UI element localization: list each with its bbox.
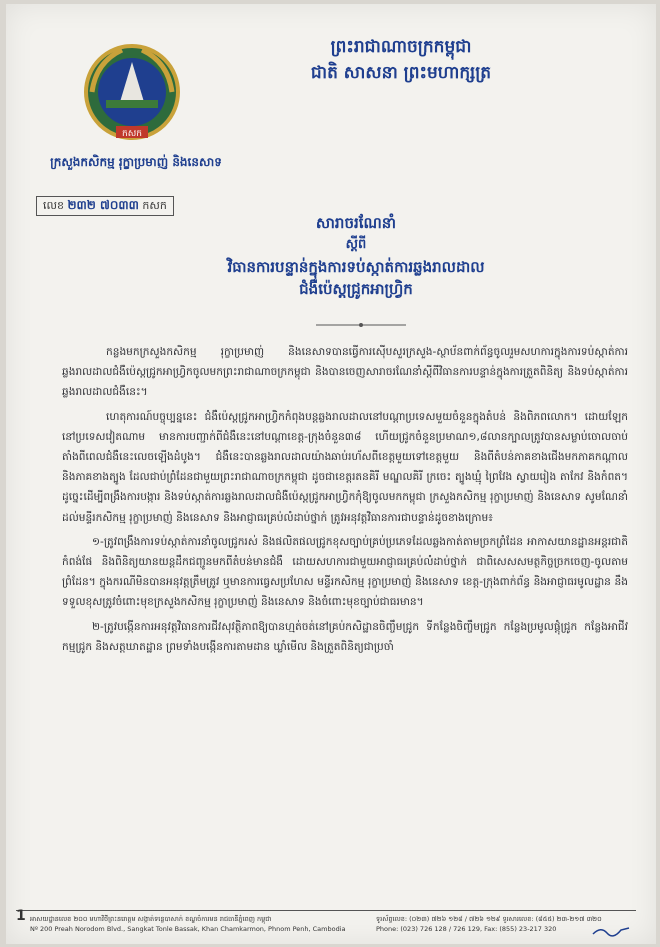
footer-address bbox=[30, 914, 350, 934]
title-divider bbox=[316, 322, 406, 328]
document-body bbox=[62, 342, 628, 661]
document-title bbox=[156, 212, 556, 300]
footer-address-km: អាសយដ្ឋានលេខ ២០០ មហាវិថីព្រះនរោត្តម សង្កាត់ទន្លេបាសាក់ ខណ្ឌចំការមន រាជធានីភ្នំពេញ កម្ពុជា bbox=[30, 915, 272, 923]
document-number-suffix: កសក bbox=[142, 199, 167, 212]
emblem-label: កសក bbox=[122, 129, 142, 139]
footer-address-en: Nº 200 Preah Norodom Blvd., Sangkat Tonle Bassak, Khan Chamkarmon, Phnom Penh, Cambodia bbox=[30, 925, 346, 933]
document-number-value: ២៣២ ៧០៣៣ bbox=[67, 198, 139, 212]
national-motto: ជាតិ សាសនា ព្រះមហាក្សត្រ bbox=[310, 63, 492, 83]
footer-phone-en: Phone: (023) 726 128 / 726 129, Fax: (855) 23-217 320 bbox=[376, 925, 557, 933]
document-page bbox=[6, 4, 656, 944]
body-paragraph-1: កន្លងមកក្រសួងកសិកម្ម រុក្ខាប្រមាញ់ និងនេសាទបានធ្វើការស៊ើបសួរក្រសួង-ស្ថាប័នពាក់ព័ន្ធចូលរួមសហការក្នុងការទប់ស្កាត់ការឆ្លងរាលដាលជំងឺប៉េស្តជ្រូកអាហ្វ្រិកចូលមកព្រះរាជាណាចក្រកម្ពុជា និងបានចេញសារាចរណែនាំស្តីពីវិធានការបន្ទាន់ក្នុងការត្រួតពិនិត្យ និងទប់ស្កាត់ការឆ្លងរាលដាលជំងឺនេះ។ bbox=[62, 346, 628, 399]
body-paragraph-2: ហេតុការណ៍បច្ចុប្បន្ននេះ ជំងឺប៉េស្តជ្រូកអាហ្វ្រិកកំពុងបន្តឆ្លងរាលដាលនៅបណ្តាប្រទេសមួយចំនួនក្នុងតំបន់ និងពិភពលោក។ ដោយឡែកនៅប្រទេសវៀតណាម មានការបញ្ជាក់ពីជំងឺនេះនៅបណ្តាខេត្ត-ក្រុងចំនួន៣៨ ហើយជ្រូកចំនួនប្រមាណ១,៨លានក្បាលត្រូវបានសម្លាប់ចោលចាប់តាំងពីពេលជំងឺនេះលេចឡើងដំបូង។ ជំងឺនេះបានឆ្លងរាលដាលយ៉ាងឆាប់រហ័សពីខេត្តមួយទៅខេត្តមួយ និងពីតំបន់ភាគខាងជើងមកភាគកណ្តាល និងភាគខាងត្បូង ដែលជាប់ព្រំដែនជាមួយព្រះរាជាណាចក្រកម្ពុជា ដូចជាខេត្តរតនគិរី មណ្ឌលគិរី ក្រចេះ ត្បូងឃ្មុំ ព្រៃវែង ស្វាយរៀង តាកែវ និងកំពត។ ដូច្នេះដើម្បីពង្រឹងការបង្ការ និងទប់ស្កាត់ការឆ្លងរាលដាលជំងឺប៉េស្តជ្រូកអាហ្វ្រិកកុំឱ្យចូលមកកម្ពុជា ក្រសួងកសិកម្ម រុក្ខាប្រមាញ់ និងនេសាទ សូមណែនាំដល់មន្ទីរកសិកម្ម រុក្ខាប្រមាញ់ និងនេសាទ និងអាជ្ញាធរគ្រប់លំដាប់ថ្នាក់ ត្រូវអនុវត្តវិធានការជាបន្ទាន់ដូចខាងក្រោម៖ bbox=[62, 410, 628, 524]
footer-contact bbox=[376, 914, 616, 934]
signature-mark-icon bbox=[591, 924, 631, 938]
title-line-4: ជំងឺប៉េស្តជ្រូកអាហ្វ្រិក bbox=[299, 280, 413, 298]
kingdom-name: ព្រះរាជាណាចក្រកម្ពុជា bbox=[330, 37, 472, 57]
body-item-1: ១-ត្រូវពង្រឹងការទប់ស្កាត់ការនាំចូលជ្រូករស់ និងផលិតផលជ្រូកខុសច្បាប់គ្រប់ប្រភេទដែលឆ្លងកាត់តាមច្រកព្រំដែន អាកាសយានដ្ឋានអន្តរជាតិ កំពង់ផែ និងពិនិត្យយានយន្តដឹកជញ្ជូនមកពីតំបន់មានជំងឺ ដោយសហការជាមួយអាជ្ញាធរគ្រប់លំដាប់ថ្នាក់ ជាពិសេសសមត្ថកិច្ចច្រកចេញ-ចូលតាមព្រំដែន។ ក្នុងករណីមិនបានអនុវត្តត្រឹមត្រូវ ឬមានការធ្វេសប្រហែស មន្ទីរកសិកម្ម រុក្ខាប្រមាញ់ និងនេសាទ ខេត្ត-ក្រុងពាក់ព័ន្ធ និងអាជ្ញាធរមូលដ្ឋាន នឹងទទួលខុសត្រូវចំពោះមុខក្រសួងកសិកម្ម រុក្ខាប្រមាញ់ និងនេសាទ និងចំពោះមុខច្បាប់ជាធរមាន។ bbox=[62, 535, 628, 609]
document-number-prefix: លេខ bbox=[43, 199, 64, 212]
ministry-emblem-icon bbox=[82, 42, 182, 148]
page-number: 1 bbox=[16, 908, 26, 924]
document-number-box bbox=[36, 196, 174, 216]
title-line-2: ស្តីពី bbox=[345, 237, 367, 252]
title-line-3: វិធានការបន្ទាន់ក្នុងការទប់ស្កាត់ការឆ្លងរាលដាល bbox=[227, 258, 485, 276]
footer-phone-km: ទូរស័ព្ទលេខ: (០២៣) ៧២៦ ១២៨ / ៧២៦ ១២៩ ទូរសារលេខ: (៨៥៥) ២៣-២១៧ ៣២០ bbox=[376, 915, 602, 923]
ministry-name: ក្រសួងកសិកម្ម រុក្ខាប្រមាញ់ និងនេសាទ bbox=[50, 155, 222, 169]
document-footer bbox=[16, 910, 636, 941]
kingdom-header bbox=[236, 34, 566, 86]
document-number bbox=[36, 196, 174, 216]
body-item-2: ២-ត្រូវបង្កើនការអនុវត្តវិធានការជីវសុវត្ថិភាពឱ្យបានហ្មត់ចត់នៅគ្រប់កសិដ្ឋានចិញ្ចឹមជ្រូក ទីកន្លែងចិញ្ចឹមជ្រូក កន្លែងប្រមូលផ្តុំជ្រូក កន្លែងអាជីវកម្មជ្រូក និងសត្តឃាតដ្ឋាន ព្រមទាំងបង្កើនការតាមដាន ឃ្លាំមើល និងត្រួតពិនិត្យជាប្រចាំ bbox=[62, 620, 628, 653]
title-line-1: សារាចរណែនាំ bbox=[315, 214, 397, 232]
